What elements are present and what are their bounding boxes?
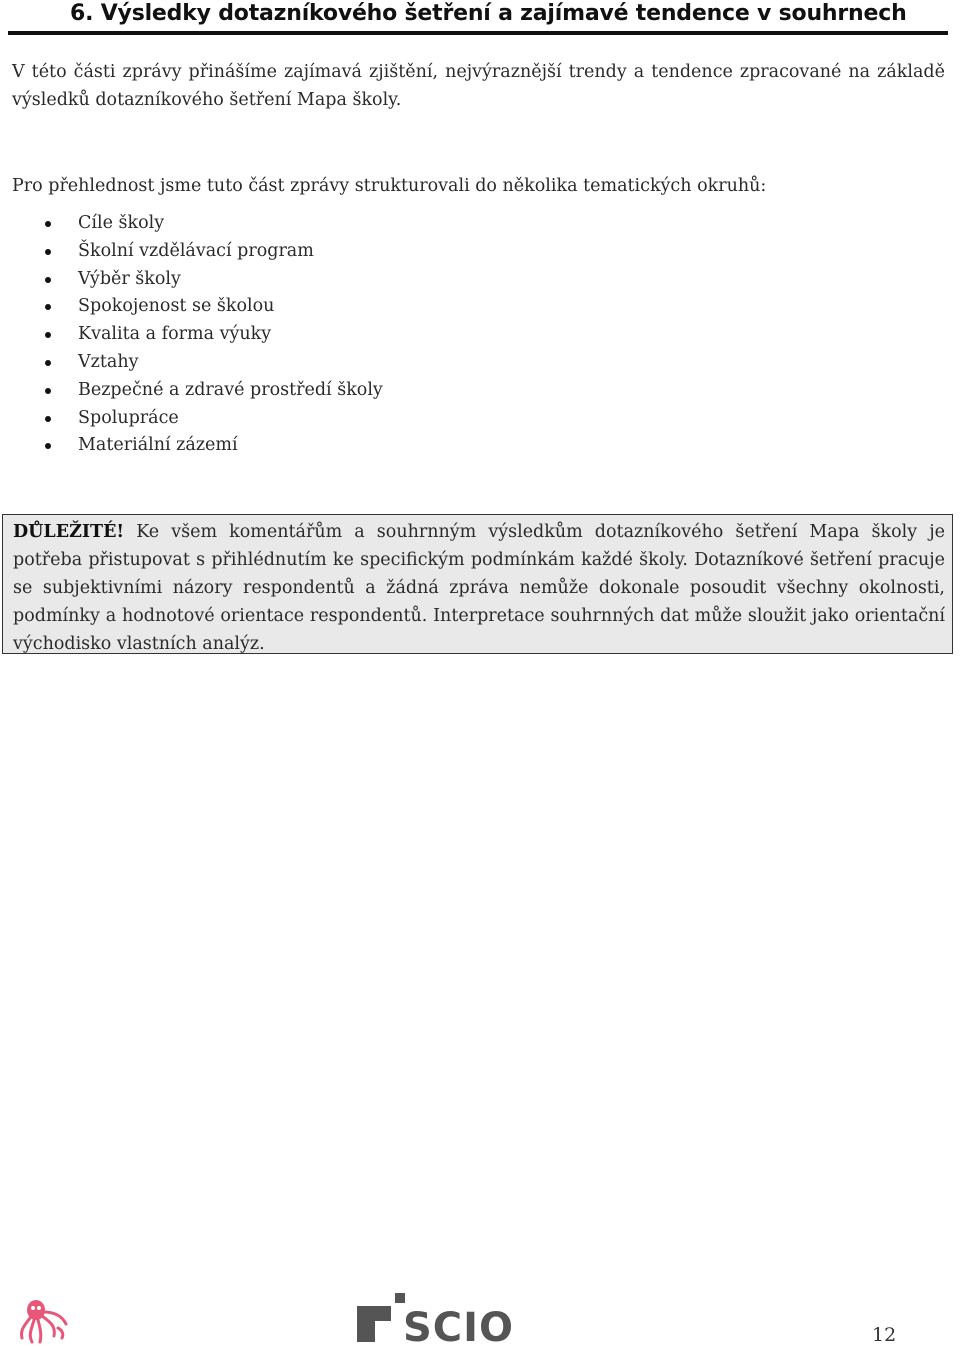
heading-underline [8, 31, 948, 35]
bullet-icon [45, 221, 51, 227]
bullet-icon [45, 304, 51, 310]
topic-label: Spokojenost se školou [78, 296, 275, 317]
topic-label: Bezpečné a zdravé prostředí školy [78, 379, 383, 400]
topic-item [40, 210, 383, 238]
bullet-icon [45, 443, 51, 449]
topic-list [40, 210, 383, 460]
topic-item [40, 432, 383, 460]
topic-label: Školní vzdělávací program [78, 240, 314, 261]
bullet-icon [45, 360, 51, 366]
topic-item [40, 377, 383, 405]
topic-item [40, 349, 383, 377]
topic-item [40, 293, 383, 321]
scio-logo [355, 1293, 521, 1345]
topic-item [40, 238, 383, 266]
page-number: 12 [872, 1324, 897, 1346]
octopus-logo-icon [18, 1296, 70, 1346]
bullet-icon [45, 277, 51, 283]
bullet-icon [45, 388, 51, 394]
topic-label: Cíle školy [78, 213, 165, 233]
bullet-icon [45, 249, 51, 255]
important-notice-label: DŮLEŽITÉ! [13, 522, 125, 542]
topic-label: Kvalita a forma výuky [78, 324, 272, 345]
topic-label: Vztahy [78, 351, 139, 372]
important-notice-body: Ke všem komentářům a souhrnným výsledkům dotazníkového šetření Mapa školy je potřeba přistupovat s přihlédnutím ke specifickým podmínkám každé školy. Dotazníkové šetření pracuje se subjektivními názory respondentů a žádná zpráva nemůže dokonale posoudit všechny okolnosti, podmínky a hodnotové orientace respondentů. Interpretace souhrnných dat může sloužit jako orientační východisko vlastních analýz. [13, 522, 945, 654]
logo-square-cutout [375, 1321, 391, 1342]
bullet-icon [45, 416, 51, 422]
topic-label: Výběr školy [78, 268, 181, 289]
section-heading: 6. Výsledky dotazníkového šetření a zajímavé tendence v souhrnech [70, 1, 907, 26]
topic-item [40, 405, 383, 433]
important-notice-text [13, 518, 945, 658]
bullet-icon [45, 332, 51, 338]
structure-intro-paragraph: Pro přehlednost jsme tuto část zprávy strukturovali do několika tematických okruhů: [12, 176, 767, 196]
topic-label: Materiální zázemí [78, 435, 238, 456]
topic-item [40, 266, 383, 294]
topic-item [40, 321, 383, 349]
topic-label: Spolupráce [78, 407, 179, 428]
logo-square-small [395, 1293, 405, 1303]
intro-paragraph: V této části zprávy přinášíme zajímavá zjištění, nejvýraznější trendy a tendence zpracované na základě výsledků dotazníkového šetření Mapa školy. [12, 62, 945, 110]
logo-wordmark: SCIO [403, 1305, 515, 1345]
important-notice-box [2, 514, 953, 654]
